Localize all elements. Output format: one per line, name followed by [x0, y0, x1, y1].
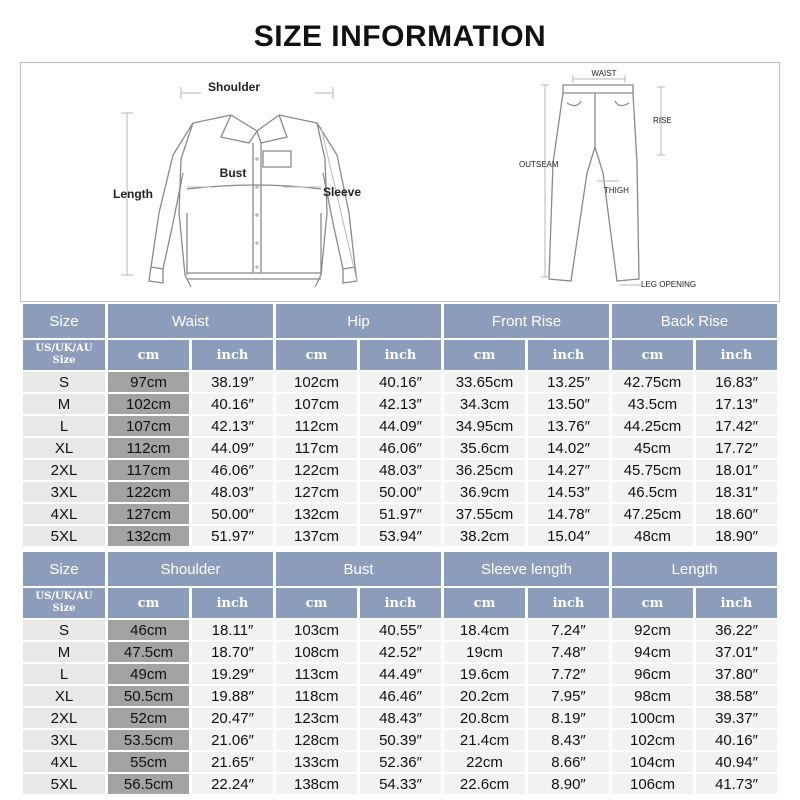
measurement-cell: 46.06″: [192, 460, 273, 480]
measurement-cell: 50.00″: [192, 504, 273, 524]
measurement-cell: 113cm: [276, 664, 357, 684]
measurement-cell: 108cm: [276, 642, 357, 662]
measurement-cell: 17.42″: [696, 416, 777, 436]
measurement-cell: 53.94″: [360, 526, 441, 546]
measurement-cell: 8.66″: [528, 752, 609, 772]
unit-header: inch: [360, 588, 441, 618]
measurement-cell: 18.70″: [192, 642, 273, 662]
measurement-cell: 48.03″: [360, 460, 441, 480]
measurement-cell: 44.09″: [192, 438, 273, 458]
measurement-cell: 7.95″: [528, 686, 609, 706]
measurement-cell: 18.4cm: [444, 620, 525, 640]
measurement-cell: 35.6cm: [444, 438, 525, 458]
unit-header: inch: [696, 340, 777, 370]
measurement-cell: 107cm: [108, 416, 189, 436]
table-group-header-row: [23, 304, 777, 338]
table-row: [23, 460, 777, 480]
measurement-cell: 96cm: [612, 664, 693, 684]
unit-header: cm: [108, 588, 189, 618]
measurement-cell: 51.97″: [192, 526, 273, 546]
group-header-back-rise: Back Rise: [612, 304, 777, 338]
measurement-cell: 36.25cm: [444, 460, 525, 480]
measurement-cell: 49cm: [108, 664, 189, 684]
measurement-cell: 102cm: [108, 394, 189, 414]
measurement-cell: 47.5cm: [108, 642, 189, 662]
rise-label: RISE: [653, 116, 672, 125]
measurement-cell: 41.73″: [696, 774, 777, 794]
measurement-cell: 117cm: [276, 438, 357, 458]
measurement-cell: 22.24″: [192, 774, 273, 794]
thigh-label: THIGH: [604, 186, 629, 195]
measurement-cell: 8.90″: [528, 774, 609, 794]
measurement-cell: 16.83″: [696, 372, 777, 392]
measurement-cell: 92cm: [612, 620, 693, 640]
unit-header: cm: [444, 588, 525, 618]
table-unit-row: [23, 340, 777, 370]
size-cell: XL: [23, 686, 105, 706]
table-unit-row: [23, 588, 777, 618]
measurement-cell: 45cm: [612, 438, 693, 458]
measurement-cell: 128cm: [276, 730, 357, 750]
measurement-cell: 127cm: [276, 482, 357, 502]
unit-header: cm: [276, 340, 357, 370]
pants-drawing: [549, 85, 639, 281]
measurement-cell: 18.90″: [696, 526, 777, 546]
table-row: [23, 642, 777, 662]
outseam-label: OUTSEAM: [519, 160, 559, 169]
measurement-cell: 138cm: [276, 774, 357, 794]
unit-header: cm: [276, 588, 357, 618]
measurement-cell: 107cm: [276, 394, 357, 414]
measurement-cell: 34.95cm: [444, 416, 525, 436]
unit-header: cm: [612, 340, 693, 370]
measurement-cell: 56.5cm: [108, 774, 189, 794]
group-header-front-rise: Front Rise: [444, 304, 609, 338]
measurement-cell: 18.31″: [696, 482, 777, 502]
size-cell: 3XL: [23, 730, 105, 750]
measurement-cell: 18.60″: [696, 504, 777, 524]
measurement-cell: 127cm: [108, 504, 189, 524]
size-cell: L: [23, 664, 105, 684]
measurement-cell: 36.9cm: [444, 482, 525, 502]
sleeve-label: Sleeve: [322, 185, 362, 199]
size-cell: M: [23, 394, 105, 414]
measurement-cell: 21.06″: [192, 730, 273, 750]
size-cell: L: [23, 416, 105, 436]
measurement-cell: 48.03″: [192, 482, 273, 502]
shirt-drawing: [149, 115, 357, 287]
table-row: [23, 482, 777, 502]
waist-label: WAIST: [591, 69, 617, 78]
measurement-cell: 39.37″: [696, 708, 777, 728]
measurement-cell: 133cm: [276, 752, 357, 772]
table-row: [23, 620, 777, 640]
measurement-cell: 54.33″: [360, 774, 441, 794]
measurement-cell: 21.65″: [192, 752, 273, 772]
unit-header: inch: [360, 340, 441, 370]
measurement-cell: 51.97″: [360, 504, 441, 524]
measurement-cell: 33.65cm: [444, 372, 525, 392]
measurement-cell: 38.19″: [192, 372, 273, 392]
size-header: Size: [23, 304, 105, 338]
measurement-cell: 123cm: [276, 708, 357, 728]
measurement-cell: 100cm: [612, 708, 693, 728]
size-cell: 2XL: [23, 708, 105, 728]
unit-header: inch: [528, 588, 609, 618]
measurement-cell: 52cm: [108, 708, 189, 728]
measurement-cell: 112cm: [108, 438, 189, 458]
group-header-waist: Waist: [108, 304, 273, 338]
measurement-cell: 7.72″: [528, 664, 609, 684]
measurement-cell: 45.75cm: [612, 460, 693, 480]
measurement-cell: 14.53″: [528, 482, 609, 502]
measurement-cell: 13.25″: [528, 372, 609, 392]
measurement-cell: 40.94″: [696, 752, 777, 772]
measurement-cell: 102cm: [612, 730, 693, 750]
unit-header: inch: [696, 588, 777, 618]
shoulder-label: Shoulder: [207, 80, 261, 94]
measurement-cell: 37.55cm: [444, 504, 525, 524]
size-standard-label: US/UK/AU Size: [23, 588, 105, 618]
measurement-cell: 14.27″: [528, 460, 609, 480]
measurement-cell: 38.2cm: [444, 526, 525, 546]
unit-header: inch: [192, 588, 273, 618]
measurement-cell: 132cm: [108, 526, 189, 546]
measurement-cell: 103cm: [276, 620, 357, 640]
measurement-cell: 40.16″: [696, 730, 777, 750]
table-row: [23, 664, 777, 684]
measurement-cell: 42.13″: [360, 394, 441, 414]
measurement-cell: 36.22″: [696, 620, 777, 640]
measurement-cell: 50.39″: [360, 730, 441, 750]
group-header-shoulder: Shoulder: [108, 552, 273, 586]
measurement-cell: 42.13″: [192, 416, 273, 436]
measurement-cell: 97cm: [108, 372, 189, 392]
measurement-cell: 43.5cm: [612, 394, 693, 414]
measurement-cell: 19cm: [444, 642, 525, 662]
group-header-hip: Hip: [276, 304, 441, 338]
measurement-cell: 21.4cm: [444, 730, 525, 750]
measurement-cell: 20.47″: [192, 708, 273, 728]
measurement-cell: 48.43″: [360, 708, 441, 728]
measurement-cell: 19.29″: [192, 664, 273, 684]
measurement-cell: 34.3cm: [444, 394, 525, 414]
measurement-cell: 44.49″: [360, 664, 441, 684]
measurement-cell: 46.5cm: [612, 482, 693, 502]
garment-illustration: [21, 63, 779, 301]
pants-measure-lines: [541, 75, 665, 285]
measurement-cell: 42.52″: [360, 642, 441, 662]
measurement-cell: 53.5cm: [108, 730, 189, 750]
measurement-cell: 40.55″: [360, 620, 441, 640]
measurement-cell: 46cm: [108, 620, 189, 640]
unit-header: inch: [192, 340, 273, 370]
leg-opening-label: LEG OPENING: [641, 280, 697, 289]
measurement-cell: 137cm: [276, 526, 357, 546]
unit-header: inch: [528, 340, 609, 370]
measurement-cell: 14.02″: [528, 438, 609, 458]
measurement-cell: 102cm: [276, 372, 357, 392]
measurement-cell: 37.01″: [696, 642, 777, 662]
table-group-header-row: [23, 552, 777, 586]
measurement-cell: 106cm: [612, 774, 693, 794]
measurement-cell: 50.00″: [360, 482, 441, 502]
measurement-cell: 22cm: [444, 752, 525, 772]
measurement-cell: 13.76″: [528, 416, 609, 436]
measurement-cell: 44.09″: [360, 416, 441, 436]
measurement-cell: 40.16″: [192, 394, 273, 414]
group-header-length: Length: [612, 552, 777, 586]
measurement-cell: 44.25cm: [612, 416, 693, 436]
measurement-cell: 46.06″: [360, 438, 441, 458]
measurement-cell: 19.6cm: [444, 664, 525, 684]
size-cell: 5XL: [23, 774, 105, 794]
measurement-cell: 122cm: [276, 460, 357, 480]
measurement-cell: 20.2cm: [444, 686, 525, 706]
measurement-cell: 17.13″: [696, 394, 777, 414]
measurement-cell: 52.36″: [360, 752, 441, 772]
measurement-cell: 14.78″: [528, 504, 609, 524]
measurement-cell: 50.5cm: [108, 686, 189, 706]
measurement-cell: 18.11″: [192, 620, 273, 640]
measurement-cell: 132cm: [276, 504, 357, 524]
measurement-cell: 117cm: [108, 460, 189, 480]
measurement-cell: 122cm: [108, 482, 189, 502]
table-row: [23, 526, 777, 546]
measurement-cell: 37.80″: [696, 664, 777, 684]
measurement-cell: 8.19″: [528, 708, 609, 728]
table-row: [23, 752, 777, 772]
measurement-cell: 15.04″: [528, 526, 609, 546]
size-standard-label: US/UK/AU Size: [23, 340, 105, 370]
unit-header: cm: [108, 340, 189, 370]
measurement-cell: 48cm: [612, 526, 693, 546]
measurement-cell: 8.43″: [528, 730, 609, 750]
table-row: [23, 708, 777, 728]
measurement-cell: 42.75cm: [612, 372, 693, 392]
size-header: Size: [23, 552, 105, 586]
measurement-cell: 118cm: [276, 686, 357, 706]
table-row: [23, 504, 777, 524]
table-row: [23, 730, 777, 750]
measurement-cell: 55cm: [108, 752, 189, 772]
size-cell: 2XL: [23, 460, 105, 480]
measurement-cell: 40.16″: [360, 372, 441, 392]
page-title: SIZE INFORMATION: [253, 20, 547, 53]
measurement-cell: 98cm: [612, 686, 693, 706]
measurement-cell: 112cm: [276, 416, 357, 436]
bust-label: Bust: [219, 166, 247, 180]
measurement-cell: 7.24″: [528, 620, 609, 640]
measurement-cell: 17.72″: [696, 438, 777, 458]
measurement-diagram: [20, 62, 780, 302]
measurement-cell: 18.01″: [696, 460, 777, 480]
size-table-pants: [20, 302, 780, 548]
measurement-cell: 38.58″: [696, 686, 777, 706]
unit-header: cm: [612, 588, 693, 618]
group-header-bust: Bust: [276, 552, 441, 586]
size-cell: 4XL: [23, 504, 105, 524]
table-row: [23, 416, 777, 436]
measurement-cell: 47.25cm: [612, 504, 693, 524]
shirt-buttons: [255, 157, 259, 269]
table-row: [23, 394, 777, 414]
measurement-cell: 20.8cm: [444, 708, 525, 728]
size-cell: XL: [23, 438, 105, 458]
measurement-cell: 46.46″: [360, 686, 441, 706]
table-row: [23, 686, 777, 706]
measurement-cell: 13.50″: [528, 394, 609, 414]
size-cell: M: [23, 642, 105, 662]
measurement-cell: 19.88″: [192, 686, 273, 706]
group-header-sleeve-length: Sleeve length: [444, 552, 609, 586]
table-row: [23, 372, 777, 392]
size-cell: S: [23, 372, 105, 392]
size-table-shirt: [20, 550, 780, 796]
measurement-cell: 94cm: [612, 642, 693, 662]
measurement-cell: 22.6cm: [444, 774, 525, 794]
size-cell: 3XL: [23, 482, 105, 502]
table-row: [23, 774, 777, 794]
unit-header: cm: [444, 340, 525, 370]
size-cell: 5XL: [23, 526, 105, 546]
table-row: [23, 438, 777, 458]
length-label: Length: [113, 187, 153, 201]
measurement-cell: 7.48″: [528, 642, 609, 662]
size-cell: S: [23, 620, 105, 640]
measurement-cell: 104cm: [612, 752, 693, 772]
size-cell: 4XL: [23, 752, 105, 772]
